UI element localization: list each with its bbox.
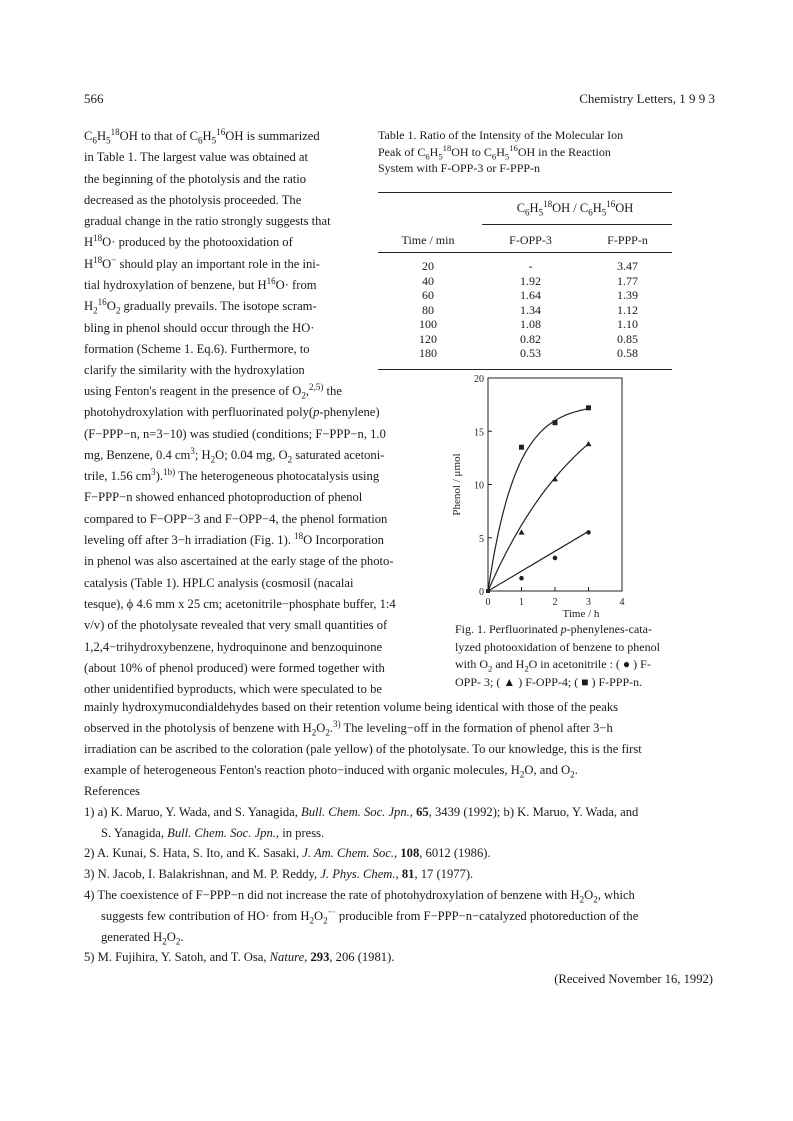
text-line: the beginning of the photolysis and the ratio bbox=[84, 171, 307, 186]
reference-item: 3) N. Jacob, I. Balakrishnan, and M. P. Reddy, J. Phys. Chem., 81, 17 (1977). bbox=[84, 867, 474, 882]
text-line: (about 10% of phenol produced) were formed together with bbox=[84, 660, 385, 675]
text-line: bling in phenol should occur through the HO· bbox=[84, 320, 315, 335]
text-line: tesque), ϕ 4.6 mm x 25 cm; acetonitrile−phosphate buffer, 1:4 bbox=[84, 596, 396, 611]
x-tick-label: 3 bbox=[586, 597, 591, 608]
table-cell: 1.08 bbox=[520, 317, 541, 331]
table-group-header: $C_6H_5^{18}OH / C_6H_5^{16}OH$ bbox=[516, 198, 634, 218]
text-line: decreased as the photolysis proceeded. The bbox=[84, 192, 302, 207]
left-column-text bbox=[84, 126, 362, 382]
table-header-rule bbox=[378, 252, 672, 253]
text-line: $H^{18}O\cdot$ produced by the photooxidation of bbox=[84, 233, 293, 250]
reference-item: suggests few contribution of HO· from $H_2O_2^{-\cdot}$ producible from F−PPP−n−catalyzed photoreduction of the bbox=[101, 906, 639, 926]
table-cell: 0.82 bbox=[520, 331, 541, 346]
table-cell: 1.92 bbox=[520, 273, 541, 288]
journal-name: Chemistry Letters, 1 9 9 3 bbox=[579, 91, 715, 106]
x-tick-label: 0 bbox=[485, 597, 491, 608]
full-width-paragraph bbox=[84, 697, 716, 781]
table-group-rule bbox=[482, 224, 672, 225]
fopp4-point bbox=[519, 529, 525, 534]
table-cell: 1.34 bbox=[520, 302, 541, 317]
fopp3-curve bbox=[488, 531, 589, 591]
figure-caption bbox=[455, 621, 695, 691]
text-line: in Table 1. The largest value was obtained at bbox=[84, 150, 308, 165]
y-tick-label: 20 bbox=[474, 374, 484, 385]
table-cell: 20 bbox=[422, 259, 434, 273]
y-tick-label: 0 bbox=[479, 587, 484, 598]
text-line: 1,2,4−trihydroxybenzene, hydroquinone and benzoquinone bbox=[84, 639, 383, 654]
table-cell: 1.39 bbox=[617, 288, 638, 302]
origin-point bbox=[486, 589, 490, 593]
text-line: v/v) of the photolysate revealed that very small quantities of bbox=[84, 618, 388, 633]
fpppn-point bbox=[553, 420, 558, 425]
x-tick-label: 4 bbox=[619, 597, 625, 608]
text-line: in phenol was also ascertained at the early stage of the photo- bbox=[84, 554, 394, 569]
reference-item: 4) The coexistence of F−PPP−n did not increase the rate of photohydroxylation of benzene with $H_2O_2$, which bbox=[84, 887, 635, 905]
fpppn-point bbox=[519, 445, 524, 450]
table-cell: 1.64 bbox=[520, 288, 541, 302]
text-line: F−PPP−n showed enhanced photoproduction of phenol bbox=[84, 490, 363, 505]
reference-item: 1) a) K. Maruo, Y. Wada, and S. Yanagida, Bull. Chem. Soc. Jpn., 65, 3439 (1992); b) K. Maruo, Y. Wada, and bbox=[84, 804, 639, 819]
table-cell: 3.47 bbox=[617, 259, 638, 273]
col-header-fpppn: F-PPP-n bbox=[607, 233, 648, 247]
reference-item: generated $H_2O_2$. bbox=[101, 929, 184, 947]
text-line: tial hydroxylation of benzene, but $H^{16}O\cdot$ from bbox=[84, 275, 317, 293]
table-cell: 40 bbox=[422, 273, 434, 288]
fopp3-point bbox=[553, 556, 558, 561]
references-heading: References bbox=[84, 784, 140, 798]
fpppn-point bbox=[586, 405, 591, 410]
col-header-fopp3: F-OPP-3 bbox=[509, 233, 552, 247]
y-tick-label: 10 bbox=[474, 480, 484, 492]
caption-line: OPP- 3; ( ▲ ) F-OPP-4; ( ■ ) F-PPP-n. bbox=[455, 674, 643, 689]
text-line: irradiation can be ascribed to the coloration (pale yellow) of the photolysate. To our knowledge, this is the first bbox=[84, 741, 642, 756]
table-caption: Table 1. Ratio of the Intensity of the Molecular Ion Peak of $C_6H_5^{18}OH$ to $C_6H_5^{16}OH$ in the Reaction System with F-OPP-3 or F-PPP-n bbox=[378, 128, 624, 175]
table-cell: 0.85 bbox=[617, 331, 638, 346]
page-number: 566 bbox=[84, 91, 104, 106]
y-tick-label: 5 bbox=[479, 533, 484, 545]
x-tick-label: 2 bbox=[552, 597, 558, 608]
table-cell: 1.10 bbox=[617, 317, 638, 331]
text-line: observed in the photolysis of benzene with $H_2O_2.^{3)}$ The leveling−off in the formation of phenol after 3−h bbox=[84, 718, 613, 738]
text-line: trile, 1.56 $cm^3).^{1b)}$ The heterogeneous photocatalysis using bbox=[84, 467, 380, 484]
reference-item: 5) M. Fujihira, Y. Satoh, and T. Osa, Nature, 293, 206 (1981). bbox=[84, 950, 395, 965]
text-line: $H^{18}O^-$ should play an important role in the ini- bbox=[84, 254, 320, 271]
text-line: formation (Scheme 1. Eq.6). Furthermore, to bbox=[84, 341, 310, 356]
text-line: compared to F−OPP−3 and F−OPP−4, the phenol formation bbox=[84, 511, 388, 526]
table-cell: 80 bbox=[422, 302, 434, 317]
received-date: (Received November 16, 1992) bbox=[554, 972, 713, 986]
text-line: (F−PPP−n, n=3−10) was studied (conditions; F−PPP−n, 1.0 bbox=[84, 426, 386, 441]
fopp4-curve bbox=[488, 444, 589, 591]
col-header-time: Time / min bbox=[401, 233, 455, 247]
y-tick-label: 15 bbox=[474, 427, 484, 439]
caption-line: Fig. 1. Perfluorinated p-phenylenes-cata- bbox=[455, 622, 652, 636]
table-cell: 60 bbox=[422, 288, 434, 302]
table-cell: 1.77 bbox=[617, 273, 638, 288]
fopp4-point bbox=[586, 441, 592, 446]
x-axis-label: Time / h bbox=[562, 608, 600, 620]
table-cell: 120 bbox=[419, 331, 437, 346]
text-line: leveling off after 3−h irradiation (Fig. 1). $^{18}$O Incorporation bbox=[84, 530, 384, 548]
table-cell: - bbox=[528, 259, 533, 273]
table-cell: 1.12 bbox=[617, 302, 638, 317]
table-cell: 0.53 bbox=[520, 346, 541, 360]
fopp3-point bbox=[519, 576, 524, 581]
table-cell: 100 bbox=[419, 317, 437, 331]
wide-left-text bbox=[84, 381, 440, 700]
caption-line: with $O_2$ and $H_2O$ in acetonitrile : ( ● ) F- bbox=[455, 657, 651, 674]
caption-line: lyzed photooxidation of benzene to phenol bbox=[455, 639, 660, 654]
text-line: catalysis (Table 1). HPLC analysis (cosmosil (nacalai bbox=[84, 575, 354, 590]
text-line: example of heterogeneous Fenton's reaction photo−induced with organic molecules, $H_2O$, and $O_2$. bbox=[84, 762, 578, 780]
reference-item: 2) A. Kunai, S. Hata, S. Ito, and K. Sasaki, J. Am. Chem. Soc., 108, 6012 (1986). bbox=[84, 846, 491, 861]
data-table bbox=[378, 192, 672, 372]
text-line: mainly hydroxymucondialdehydes based on their retention volume being identical with those of the peaks bbox=[84, 700, 619, 714]
references bbox=[84, 781, 724, 968]
text-line: photohydroxylation with perfluorinated poly(p-phenylene) bbox=[84, 405, 380, 420]
table-top-rule bbox=[378, 192, 672, 193]
phenol-chart bbox=[440, 365, 680, 620]
fopp4-point bbox=[552, 476, 558, 481]
table-cell: 180 bbox=[419, 346, 437, 360]
y-axis-label: Phenol / μmol bbox=[451, 453, 463, 516]
text-line: $H_2^{16}O_2$ gradually prevails. The isotope scram- bbox=[84, 297, 317, 316]
text-line: gradual change in the ratio strongly suggests that bbox=[84, 214, 331, 229]
text-line: mg, Benzene, 0.4 $cm^3$; $H_2O$; 0.04 mg, $O_2$ saturated acetoni- bbox=[84, 445, 385, 465]
x-tick-label: 1 bbox=[519, 597, 524, 608]
text-line: using Fenton's reagent in the presence of $O_2,^{2,5)}$ the bbox=[84, 381, 342, 401]
table-cell: 0.58 bbox=[617, 346, 638, 360]
text-line: $C_6H_5^{18}OH$ to that of $C_6H_5^{16}OH$ is summarized bbox=[84, 126, 320, 146]
text-line: other unidentified byproducts, which were speculated to be bbox=[84, 682, 382, 697]
reference-item: S. Yanagida, Bull. Chem. Soc. Jpn., in press. bbox=[101, 825, 325, 840]
text-line: clarify the similarity with the hydroxylation bbox=[84, 363, 305, 378]
fopp3-point bbox=[586, 530, 591, 535]
